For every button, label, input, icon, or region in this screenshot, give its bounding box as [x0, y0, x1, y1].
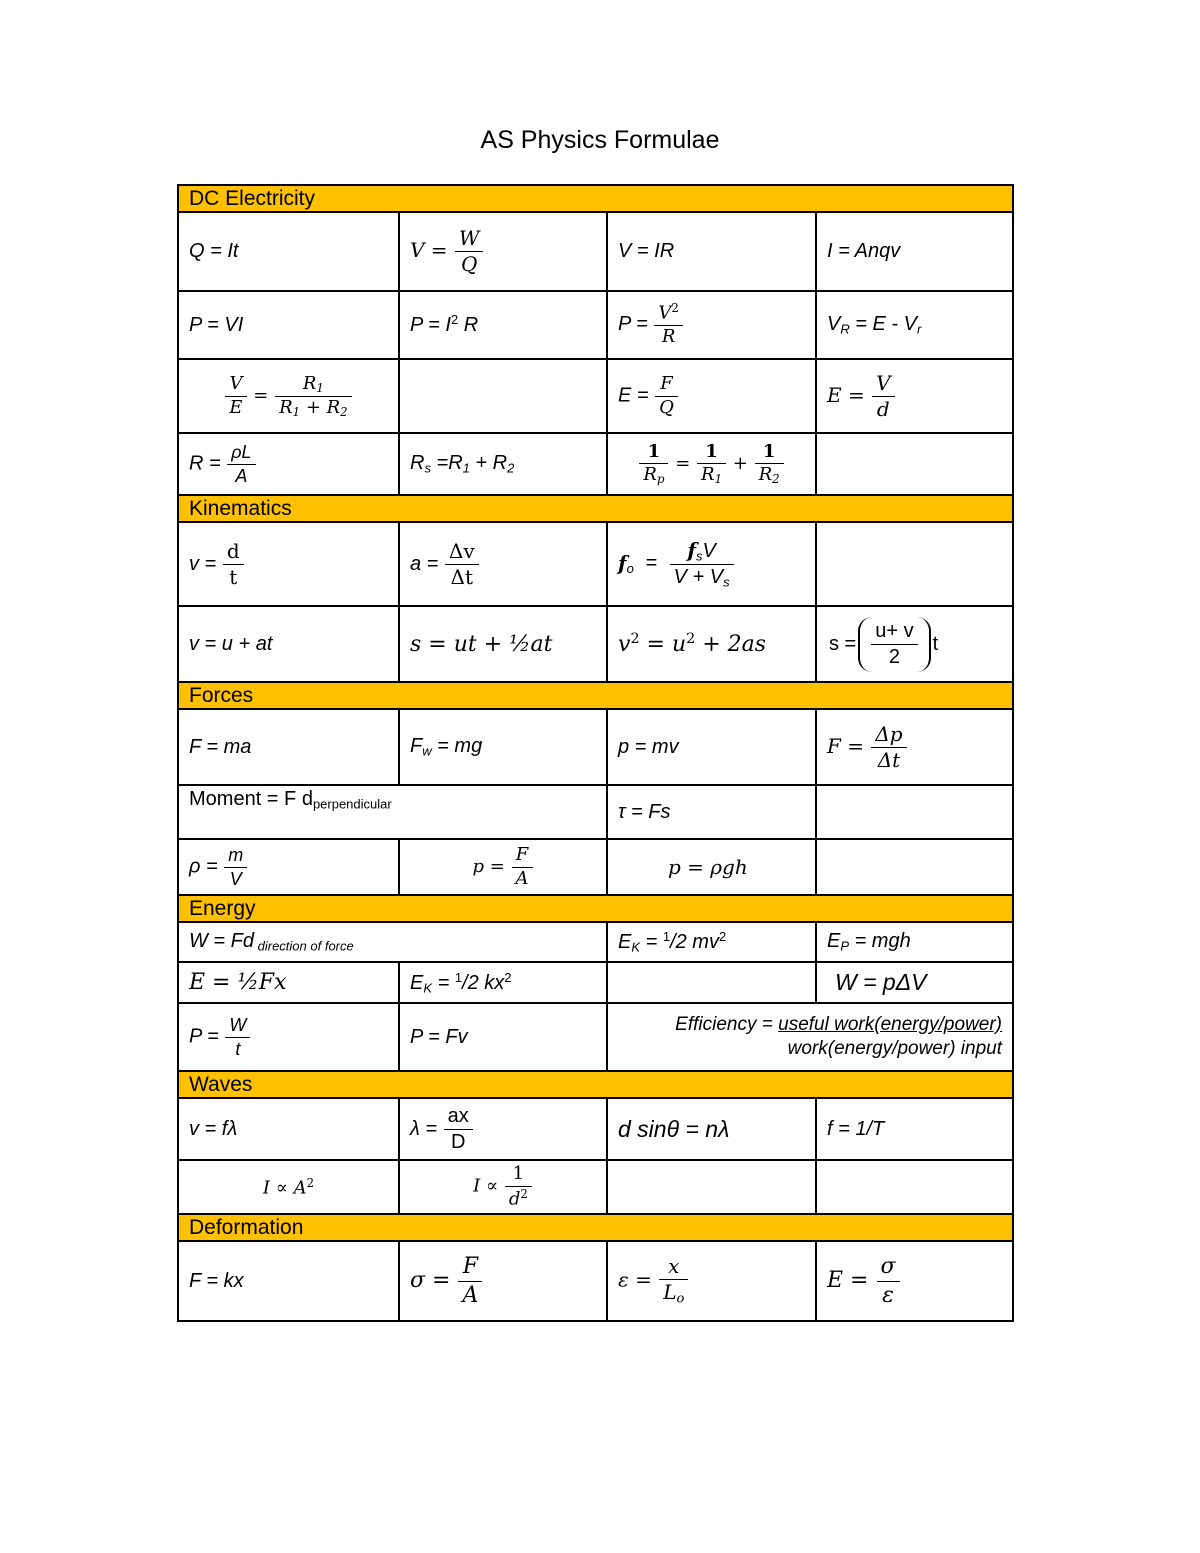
formula-impulse: F = $\frac{\Delta p}{\Delta t}$: [816, 709, 1013, 785]
formula-power: P = $\frac{W}{t}$: [178, 1003, 399, 1071]
formula-wave-equation: v = fλ: [178, 1098, 399, 1160]
formula-kinetic-energy: $E_K = ^1/2$ $mv^2$: [607, 922, 816, 962]
formula-hookes-law: F = kx: [178, 1241, 399, 1321]
empty-cell: [607, 1160, 816, 1214]
formula-voltage-energy: V = $\frac{W}{Q}$: [399, 212, 607, 291]
section-forces: Forces: [178, 682, 1013, 709]
formula-doppler: $f_o$ = $\frac{f_sV}{V + V_s}$: [607, 522, 816, 606]
formula-spring-energy: $E_K = ^1/2$ $kx^2$: [399, 962, 607, 1003]
formula-field-voltage: E = $\frac{V}{d}$: [816, 359, 1013, 433]
formula-power-vi: P = VI: [178, 291, 399, 359]
formula-table: [177, 184, 1014, 1322]
empty-cell: [816, 1160, 1013, 1214]
formula-power-v2r: P = $\frac{V^2}{R}$: [607, 291, 816, 359]
section-kinematics: Kinematics: [178, 495, 1013, 522]
formula-terminal-voltage: $V_R = E - V_r$: [816, 291, 1013, 359]
section-waves: Waves: [178, 1071, 1013, 1098]
page-title: AS Physics Formulae: [480, 126, 720, 154]
formula-suvat-v2: $v^2 = u^2 + 2as$: [607, 606, 816, 682]
formula-ohms-law: V = IR: [607, 212, 816, 291]
formula-diffraction-grating: d sinθ = nλ: [607, 1098, 816, 1160]
formula-drift-current: I = Anqv: [816, 212, 1013, 291]
formula-velocity: v = $\frac{d}{t}$: [178, 522, 399, 606]
formula-hydrostatic: p = ρgh: [607, 839, 816, 895]
empty-cell: [816, 839, 1013, 895]
formula-power-fv: P = Fv: [399, 1003, 607, 1071]
formula-field-force: E = $\frac{F}{Q}$: [607, 359, 816, 433]
section-deformation: Deformation: [178, 1214, 1013, 1241]
empty-cell: [607, 962, 816, 1003]
formula-work-done: W = Fd $_{direction of force}$: [178, 922, 607, 962]
formula-density: ρ = $\frac{m}{V}$: [178, 839, 399, 895]
formula-suvat-average: s = $\frac{u+ v}{2}$ t: [816, 606, 1013, 682]
empty-cell: [816, 433, 1013, 495]
formula-intensity-amplitude: $I \propto A^2$: [178, 1160, 399, 1214]
section-dc-electricity: DC Electricity: [178, 185, 1013, 212]
formula-inverse-square: I ∝ $\frac{1}{d^2}$: [399, 1160, 607, 1214]
formula-youngs-modulus: E = $\frac{\sigma}{\varepsilon}$: [816, 1241, 1013, 1321]
formula-momentum: p = mv: [607, 709, 816, 785]
formula-weight: $F_w$ = mg: [399, 709, 607, 785]
formula-fringe-spacing: λ = $\frac{ax}{D}$: [399, 1098, 607, 1160]
formula-charge: Q = It: [178, 212, 399, 291]
section-energy: Energy: [178, 895, 1013, 922]
formula-gas-work: W = pΔV: [816, 962, 1013, 1003]
formula-pressure: p = $\frac{F}{A}$: [399, 839, 607, 895]
empty-cell: [816, 522, 1013, 606]
empty-cell: [816, 785, 1013, 839]
formula-acceleration: a = $\frac{\Delta v}{\Delta t}$: [399, 522, 607, 606]
formula-parallel-resistance: $\frac{1}{R_p}$ = $\frac{1}{R_1}$ + $\frac{1}{R_2}$: [607, 433, 816, 495]
empty-cell: [399, 359, 607, 433]
formula-torque: τ = Fs: [607, 785, 816, 839]
formula-power-i2r: $P = I^2$ R: [399, 291, 607, 359]
formula-moment: Moment = F $d_{perpendicular}$: [178, 785, 607, 839]
formula-series-resistance: $R_s =R_1 + R_2$: [399, 433, 607, 495]
formula-resistivity: R = $\frac{\rho L}{A}$: [178, 433, 399, 495]
formula-strain: ε = $\frac{x}{L_o}$: [607, 1241, 816, 1321]
formula-frequency: f = 1/T: [816, 1098, 1013, 1160]
formula-potential-divider: $\frac{V}{E}$ = $\frac{R_1}{R_1 + R_2}$: [178, 359, 399, 433]
formula-potential-energy: $E_P$ = mgh: [816, 922, 1013, 962]
formula-suvat-s: s = ut + ½at: [399, 606, 607, 682]
formula-suvat-v: v = u + at: [178, 606, 399, 682]
formula-elastic-energy: E = ½Fx: [178, 962, 399, 1003]
formula-newton-second-law: F = ma: [178, 709, 399, 785]
formula-efficiency: Efficiency = useful work(energy/power) work(energy/power) input: [607, 1003, 1013, 1071]
formula-stress: σ = $\frac{F}{A}$: [399, 1241, 607, 1321]
